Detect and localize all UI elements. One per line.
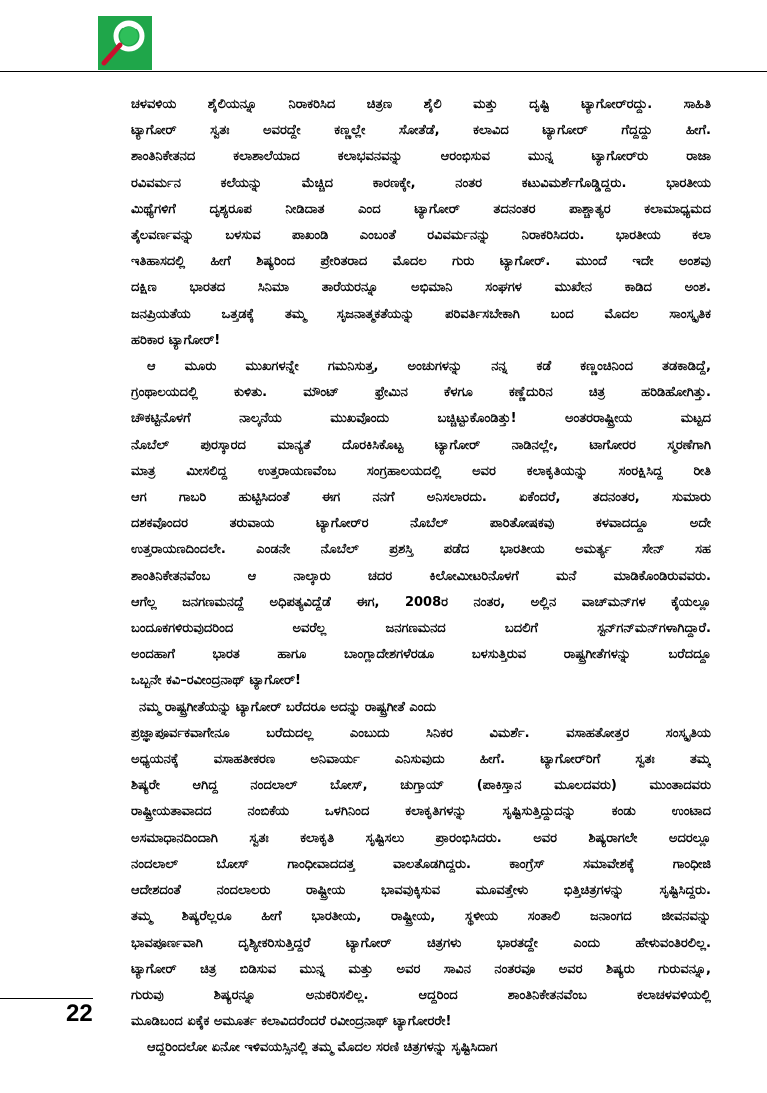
paragraph-start-line: ಆದ್ದರಿಂದಲೋ ಏನೋ ಇಳಿವಯಸ್ಸಿನಲ್ಲಿ ತಮ್ಮ ಮೊದಲ ಸರಣಿ ಚಿತ್ರಗಳನ್ನು ಸೃಷ್ಟಿಸಿದಾಗ [147,1040,498,1056]
text-line: ದಶಕವೊಂದರ ತರುವಾಯ ಟ್ಯಾಗೋರ್‌ರ ನೊಬೆಲ್ ಪಾರಿತೋಷಕವು ಕಳವಾದದ್ದೂ ಅದೇ [131,516,711,532]
text-line: ರಾಷ್ಟ್ರೀಯತಾವಾದದ ನಂಬಿಕೆಯ ಒಳಗಿನಿಂದ ಕಲಾಕೃತಿಗಳನ್ನು ಸೃಷ್ಟಿಸುತ್ತಿದ್ದುದನ್ನು ಕಂಡು ಉಂಟಾದ [131,804,711,820]
magnifier-globe-icon [98,16,152,70]
text-line: ಜನಪ್ರಿಯತೆಯ ಒತ್ತಡಕ್ಕೆ ತಮ್ಮ ಸೃಜನಾತ್ಮಕತೆಯನ್ನು ಪರಿವರ್ತಿಸಬೇಕಾಗಿ ಬಂದ ಮೊದಲ ಸಾಂಸ್ಕೃತಿಕ [131,306,711,322]
article-body [131,92,711,1062]
text-line: ಆದೇಶದಂತೆ ನಂದಲಾಲರು ರಾಷ್ಟ್ರೀಯ ಭಾವವುಕ್ಕಿಸುವ ಮೂವತ್ತೇಳು ಭಿತ್ತಿಚಿತ್ರಗಳನ್ನು ಸೃಷ್ಟಿಸಿದ್ದರು. [131,883,711,899]
paragraph-start-line: ಆ ಮೂರು ಮುಖಗಳನ್ನೇ ಗಮನಿಸುತ್ತ, ಅಂಚುಗಳನ್ನು ನನ್ನ ಕಡೆ ಕಣ್ಣಂಚಿನಿಂದ ತಡಕಾಡಿದ್ದೆ, [147,359,711,375]
text-line: ಅಂದಹಾಗೆ ಭಾರತ ಹಾಗೂ ಬಾಂಗ್ಲಾದೇಶಗಳೆರಡೂ ಬಳಸುತ್ತಿರುವ ರಾಷ್ಟ್ರಗೀತೆಗಳನ್ನು ಬರೆದದ್ದೂ [131,647,711,663]
text-line: ಗ್ರಂಥಾಲಯದಲ್ಲಿ ಕುಳಿತು. ಮೌಂಟ್ ಫ್ರೇಮಿನ ಕೆಳಗೂ ಕಣ್ಣೆದುರಿನ ಚಿತ್ರ ಹರಿಡಿಹೋಗಿತ್ತು. [131,385,711,401]
text-line: ಟ್ಯಾಗೋರ್ ಸ್ವತಃ ಅವರದ್ದೇ ಕಣ್ಣಲ್ಲೇ ಸೋತೆಡೆ, ಕಲಾವಿದ ಟ್ಯಾಗೋರ್ ಗೆದ್ದದ್ದು ಹೀಗೆ. [131,123,711,139]
text-line: ಶಾಂತಿನಿಕೇತನದ ಕಲಾಶಾಲೆಯಾದ ಕಲಾಭವನವನ್ನು ಆರಂಭಿಸುವ ಮುನ್ನ ಟ್ಯಾಗೋರ್‌ರು ರಾಜಾ [131,149,711,165]
text-line: ಉತ್ತರಾಯಣದಿಂದಲೇ. ಎಂಡನೇ ನೊಬೆಲ್ ಪ್ರಶಸ್ತಿ ಪಡೆದ ಭಾರತೀಯ ಅಮರ್ತ್ಯ ಸೇನ್ ಸಹ [131,542,711,558]
text-line: ಆಗೆಲ್ಲ ಜನಗಣಮನದ್ದೆ ಅಧಿಪತ್ಯವಿದ್ದೆಡೆ ಈಗ, 2008ರ ನಂತರ, ಅಲ್ಲಿನ ವಾಚ್‌ಮನ್‌ಗಳ ಕೈಯಲ್ಲೂ [131,594,711,610]
text-line: ದಕ್ಷಿಣ ಭಾರತದ ಸಿನಿಮಾ ತಾರೆಯರನ್ನೂ ಅಭಿಮಾನಿ ಸಂಘಗಳ ಮುಖೇನ ಕಾಡಿದ ಅಂಶ. [131,280,711,296]
text-line: ನೊಬೆಲ್ ಪುರಸ್ಕಾರದ ಮಾನ್ಯತೆ ದೊರಕಿಸಿಕೊಟ್ಟ ಟ್ಯಾಗೋರ್ ನಾಡಿನಲ್ಲೇ, ಟಾಗೋರರ ಸ್ಮರಣೆಗಾಗಿ [131,437,711,453]
text-line: ಮಿಥ್ಯೆಗಳಿಗೆ ದೃಶ್ಯರೂಪ ನೀಡಿದಾತ ಎಂದ ಟ್ಯಾಗೋರ್ ತದನಂತರ ಪಾಶ್ಚಾತ್ಯರ ಕಲಾಮಾಧ್ಯಮದ [131,201,711,217]
text-line: ತಮ್ಮ ಶಿಷ್ಯರೆಲ್ಲರೂ ಹೀಗೆ ಭಾರತೀಯ, ರಾಷ್ಟ್ರೀಯ, ಸ್ಥಳೀಯ ಸಂತಾಲಿ ಜನಾಂಗದ ಜೀವನವನ್ನು [131,909,711,925]
text-line: ಶಿಷ್ಯರೇ ಆಗಿದ್ದ ನಂದಲಾಲ್ ಬೋಸ್, ಚುಗ್ತಾಯ್ (ಪಾಕಿಸ್ತಾನ ಮೂಲದವರು) ಮುಂತಾದವರು [131,778,711,794]
text-line: ಶಾಂತಿನಿಕೇತನವೆಂಬ ಆ ನಾಲ್ಕಾರು ಚದರ ಕಿಲೋಮೀಟರಿನೊಳಗೆ ಮನೆ ಮಾಡಿಕೊಂಡಿರುವವರು. [131,568,711,584]
text-line: ಅಧ್ಯಯನಕ್ಕೆ ವಸಾಹತೀಕರಣ ಅನಿವಾರ್ಯ ಎನಿಸುವುದು ಹೀಗೆ. ಟ್ಯಾಗೋರ್‌ರಿಗೆ ಸ್ವತಃ ತಮ್ಮ [131,752,711,768]
text-line: ಚಳವಳಿಯ ಶೈಲಿಯನ್ನೂ ನಿರಾಕರಿಸಿದ ಚಿತ್ರಣ ಶೈಲಿ ಮತ್ತು ದೃಷ್ಟಿ ಟ್ಯಾಗೋರ್‌ರದ್ದು. ಸಾಹಿತಿ [131,97,711,112]
text-line: ಪ್ರಜ್ಞಾಪೂರ್ವಕವಾಗೇನೂ ಬರೆದುದಲ್ಲ ಎಂಬುದು ಸಿನಿಕರ ವಿಮರ್ಶೆ. ವಸಾಹತೋತ್ತರ ಸಂಸ್ಕೃತಿಯ [131,725,711,741]
text-line: ಹರಿಕಾರ ಟ್ಯಾಗೋರ್! [131,332,221,348]
text-line: ತೈಲವರ್ಣವನ್ನು ಬಳಸುವ ಪಾಖಂಡಿ ಎಂಬಂತೆ ರವಿವರ್ಮನನ್ನು ನಿರಾಕರಿಸಿದರು. ಭಾರತೀಯ ಕಲಾ [131,228,711,244]
text-line: ಚೌಕಟ್ಟಿನೊಳಗೆ ನಾಲ್ಕನೆಯ ಮುಖವೊಂದು ಬಚ್ಚಿಟ್ಟುಕೊಂಡಿತ್ತು! ಅಂತರರಾಷ್ಟ್ರೀಯ ಮಟ್ಟದ [131,411,711,427]
text-line: ಆಗ ಗಾಬರಿ ಹುಟ್ಟಿಸಿದಂತೆ ಈಗ ನನಗೆ ಅನಿಸಲಾರದು. ಏಕೆಂದರೆ, ತದನಂತರ, ಸುಮಾರು [131,490,711,506]
text-line: ಇತಿಹಾಸದಲ್ಲಿ ಹೀಗೆ ಶಿಷ್ಯರಿಂದ ಪ್ರೇರಿತರಾದ ಮೊದಲ ಗುರು ಟ್ಯಾಗೋರ್. ಮುಂದೆ ಇದೇ ಅಂಶವು [131,254,711,270]
text-line: ಬಂದೂಕಗಳಿರುವುದರಿಂದ ಅವರೆಲ್ಲ ಜನಗಣಮನದ ಬದಲಿಗೆ ಸ್ಟನ್‌ಗನ್‌ಮನ್‌ಗಳಾಗಿದ್ದಾರೆ. [131,621,711,637]
page-number: 22 [66,1000,93,1027]
text-line: ರವಿವರ್ಮನ ಕಲೆಯನ್ನು ಮೆಚ್ಚಿದ ಕಾರಣಕ್ಕೇ, ನಂತರ ಕಟುವಿಮರ್ಶೆಗೊಡ್ಡಿದ್ದರು. ಭಾರತೀಯ [131,175,711,191]
paragraph-start-line: ನಮ್ಮ ರಾಷ್ಟ್ರಗೀತೆಯನ್ನು ಟ್ಯಾಗೋರ್ ಬರೆದರೂ ಅದನ್ನು ರಾಷ್ಟ್ರಗೀತೆ ಎಂದು [139,699,436,715]
footer-rule [0,998,93,999]
text-line: ಒಬ್ಬನೇ ಕವಿ–ರವೀಂದ್ರನಾಥ್ ಟ್ಯಾಗೋರ್! [131,673,301,689]
header-rule [0,71,767,72]
text-line: ಟ್ಯಾಗೋರ್ ಚಿತ್ರ ಬಿಡಿಸುವ ಮುನ್ನ ಮತ್ತು ಅವರ ಸಾವಿನ ನಂತರವೂ ಅವರ ಶಿಷ್ಯರು ಗುರುವನ್ನೂ, [131,961,711,977]
text-line: ಗುರುವು ಶಿಷ್ಯರನ್ನೂ ಅನುಕರಿಸಲಿಲ್ಲ. ಆದ್ದರಿಂದ ಶಾಂತಿನಿಕೇತನವೆಂಬ ಕಲಾಚಳವಳಿಯಲ್ಲಿ [131,987,711,1003]
text-line: ಮೂಡಿಬಂದ ಏಕೈಕ ಅಮೂರ್ತ ಕಲಾವಿದರೆಂದರೆ ರವೀಂದ್ರನಾಥ್ ಟ್ಯಾಗೋರರೇ! [131,1014,452,1030]
text-line: ಅಸಮಾಧಾನದಿಂದಾಗಿ ಸ್ವತಃ ಕಲಾಕೃತಿ ಸೃಷ್ಟಿಸಲು ಪ್ರಾರಂಭಿಸಿದರು. ಅವರ ಶಿಷ್ಯರಾಗಲೇ ಅದರಲ್ಲೂ [131,830,711,846]
text-line: ಮಾತ್ರ ಮೀಸಲಿದ್ದ ಉತ್ತರಾಯಣವೆಂಬ ಸಂಗ್ರಹಾಲಯದಲ್ಲಿ ಅವರ ಕಲಾಕೃತಿಯನ್ನು ಸಂರಕ್ಷಿಸಿದ್ದ ರೀತಿ [131,463,711,479]
text-line: ನಂದಲಾಲ್ ಬೋಸ್ ಗಾಂಧೀವಾದದತ್ತ ವಾಲತೊಡಗಿದ್ದರು. ಕಾಂಗ್ರೆಸ್ ಸಮಾವೇಶಕ್ಕೆ ಗಾಂಧೀಜಿ [131,856,711,872]
text-line: ಭಾವಪೂರ್ಣವಾಗಿ ದೃಶ್ಯೀಕರಿಸುತ್ತಿದ್ದರೆ ಟ್ಯಾಗೋರ್ ಚಿತ್ರಗಳು ಭಾರತದ್ದೇ ಎಂದು ಹೇಳುವಂತಿರಲಿಲ್ಲ. [131,935,711,951]
